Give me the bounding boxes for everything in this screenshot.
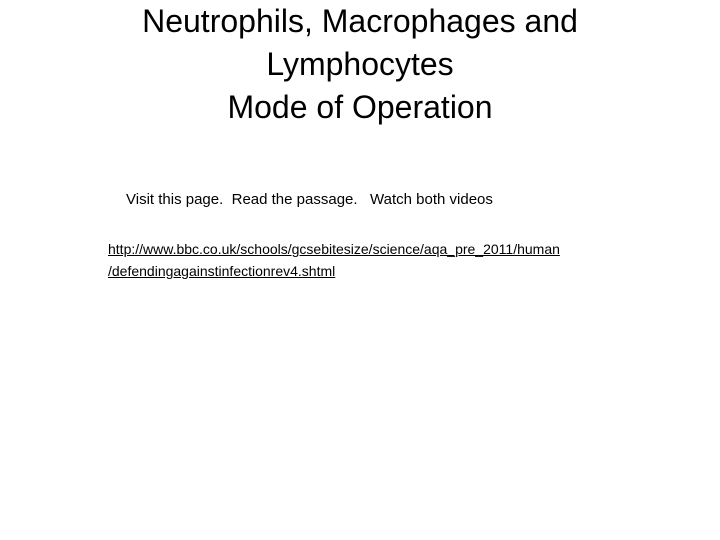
title-line-2: Lymphocytes [266,46,454,82]
instruction-text: Visit this page. Read the passage. Watch both videos [126,191,493,208]
bbc-bitesize-link[interactable] [108,238,668,282]
link-line-2[interactable]: /defendingagainstinfectionrev4.shtml [108,263,336,279]
link-line-1[interactable]: http://www.bbc.co.uk/schools/gcsebitesize/science/aqa_pre_2011/human [108,241,560,257]
slide-title [60,0,660,129]
title-line-1: Neutrophils, Macrophages and [142,3,578,39]
title-line-3: Mode of Operation [227,89,493,125]
